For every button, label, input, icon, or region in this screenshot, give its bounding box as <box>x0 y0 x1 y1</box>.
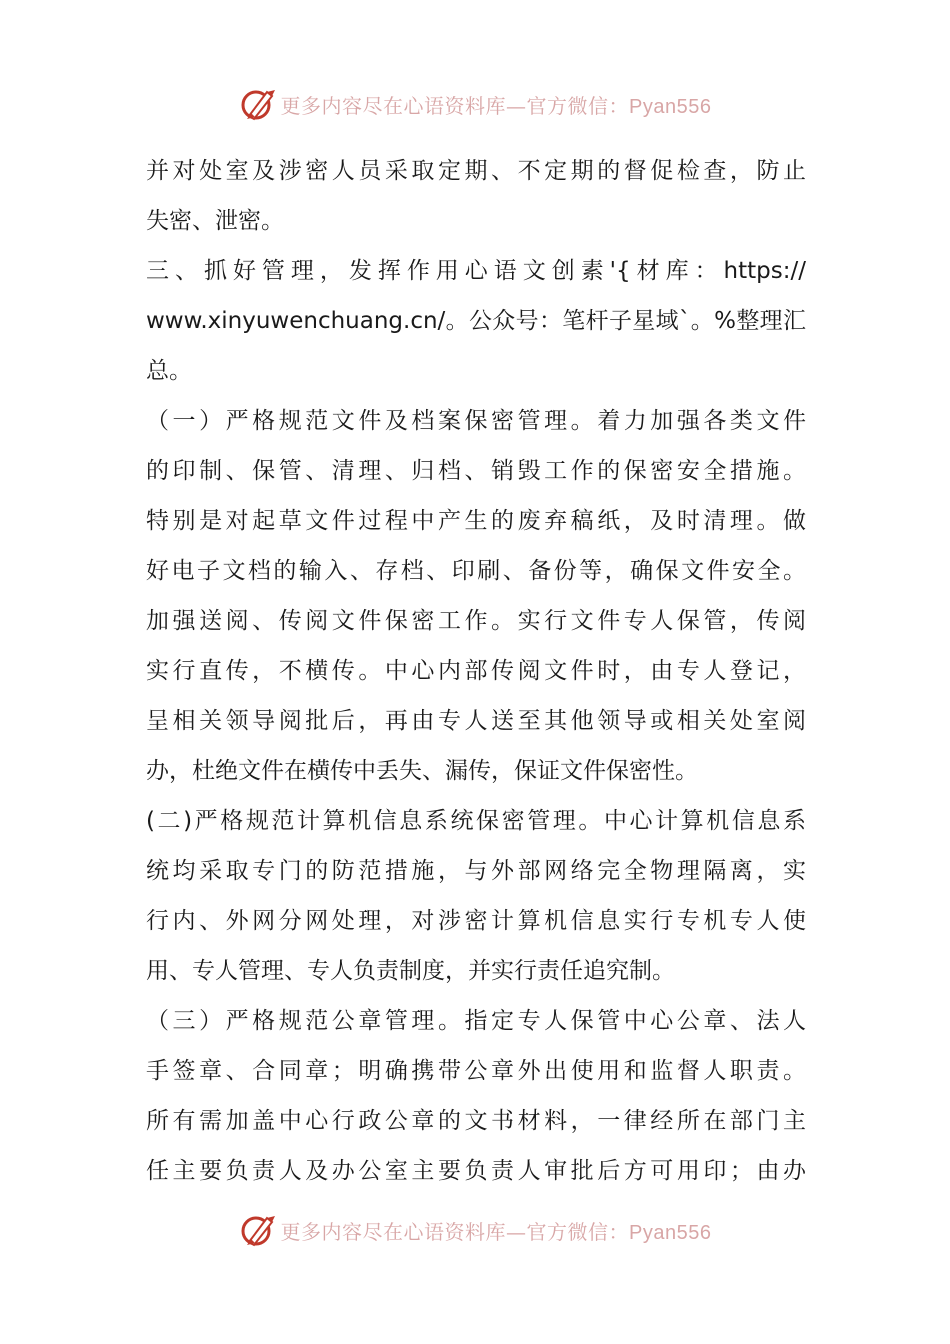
body-line: 呈相关领导阅批后，再由专人送至其他领导或相关处室阅 <box>146 708 806 734</box>
body-line: 用、专人管理、专人负责制度，并实行责任追究制。 <box>146 958 675 984</box>
banner-wechat-id: Pyan556 <box>629 1221 712 1244</box>
body-line: 任主要负责人及办公室主要负责人审批后方可用印；由办 <box>146 1158 806 1184</box>
body-line: www.xinyuwenchuang.cn/。公众号：笔杆子星域`。%整理汇 <box>146 308 806 334</box>
body-line: 总。 <box>146 358 192 384</box>
banner-text <box>281 1216 712 1245</box>
body-line: 好电子文档的输入、存档、印刷、备份等，确保文件安全。 <box>146 558 806 584</box>
body-line: 办，杜绝文件在横传中丢失、漏传，保证文件保密性。 <box>146 758 698 784</box>
pen-nib-logo-icon <box>239 1212 277 1248</box>
banner-wechat-label: 官方微信： <box>526 1219 630 1244</box>
document-body <box>146 146 806 1196</box>
banner-prefix: 更多内容尽在心语资料库 <box>280 93 507 118</box>
pen-nib-logo-icon <box>239 86 277 122</box>
body-line: （一）严格规范文件及档案保密管理。着力加强各类文件 <box>146 408 806 434</box>
banner-prefix: 更多内容尽在心语资料库 <box>280 1219 507 1244</box>
banner-dash: — <box>506 93 527 118</box>
body-line: 三、抓好管理，发挥作用心语文创素'{材库：https:// <box>146 258 806 284</box>
body-line: 实行直传，不横传。中心内部传阅文件时，由专人登记， <box>146 658 806 684</box>
body-line: 统均采取专门的防范措施，与外部网络完全物理隔离，实 <box>146 858 806 884</box>
banner-text <box>281 90 712 119</box>
header-banner <box>0 84 950 124</box>
body-line: 所有需加盖中心行政公章的文书材料，一律经所在部门主 <box>146 1108 806 1134</box>
body-line: 手签章、合同章；明确携带公章外出使用和监督人职责。 <box>146 1058 806 1084</box>
body-line: 的印制、保管、清理、归档、销毁工作的保密安全措施。 <box>146 458 806 484</box>
body-line: 加强送阅、传阅文件保密工作。实行文件专人保管，传阅 <box>146 608 806 634</box>
banner-wechat-id: Pyan556 <box>629 95 712 118</box>
body-line: 失密、泄密。 <box>146 208 284 234</box>
footer-banner <box>0 1210 950 1250</box>
banner-dash: — <box>506 1219 527 1244</box>
body-line: 并对处室及涉密人员采取定期、不定期的督促检查，防止 <box>146 158 806 184</box>
body-line: 行内、外网分网处理，对涉密计算机信息实行专机专人使 <box>146 908 806 934</box>
body-line: (二)严格规范计算机信息系统保密管理。中心计算机信息系 <box>146 808 806 834</box>
body-line: （三）严格规范公章管理。指定专人保管中心公章、法人 <box>146 1008 806 1034</box>
banner-wechat-label: 官方微信： <box>526 93 630 118</box>
body-line: 特别是对起草文件过程中产生的废弃稿纸，及时清理。做 <box>146 508 806 534</box>
